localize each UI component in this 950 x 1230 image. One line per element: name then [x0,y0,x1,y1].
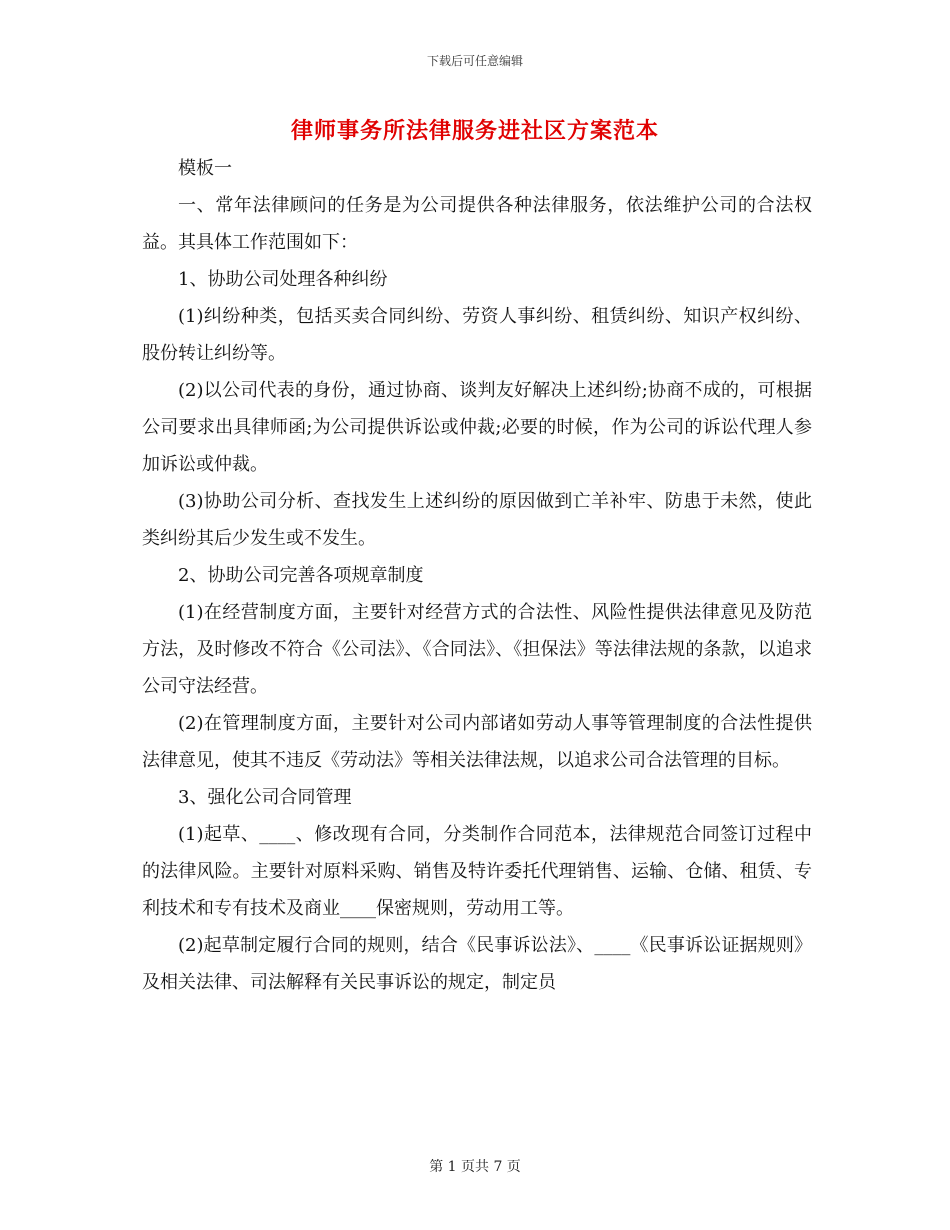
document-title: 律师事务所法律服务进社区方案范本 [290,118,659,144]
document-body [142,150,812,1001]
paragraph: (2)在管理制度方面，主要针对公司内部诸如劳动人事等管理制度的合法性提供法律意见，使其不违反《劳动法》等相关法律法规，以追求公司合法管理的目标。 [142,713,812,771]
paragraph: (3)协助公司分析、查找发生上述纠纷的原因做到亡羊补牢、防患于未然，使此类纠纷其后少发生或不发生。 [142,491,812,549]
page-header-note: 下载后可任意编辑 [426,54,523,68]
paragraph: (1)起草、____、修改现有合同，分类制作合同范本，法律规范合同签订过程中的法律风险。主要针对原料采购、销售及特许委托代理销售、运输、仓储、租赁、专利技术和专有技术及商业____保密规则，劳动用工等。 [142,824,812,919]
paragraph: (1)纠纷种类，包括买卖合同纠纷、劳资人事纠纷、租赁纠纷、知识产权纠纷、股份转让纠纷等。 [142,306,812,364]
paragraph: (2)以公司代表的身份，通过协商、谈判友好解决上述纠纷;协商不成的，可根据公司要求出具律师函;为公司提供诉讼或仲裁;必要的时候，作为公司的诉讼代理人参加诉讼或仲裁。 [142,380,812,475]
paragraph-heading: 1、协助公司处理各种纠纷 [178,269,388,290]
paragraph: (2)起草制定履行合同的规则，结合《民事诉讼法》、____《民事诉讼证据规则》及相关法律、司法解释有关民事诉讼的规定，制定员 [142,935,812,993]
paragraph-heading: 3、强化公司合同管理 [178,787,352,808]
page-number: 第 1 页共 7 页 [429,1159,521,1175]
paragraph: 一、常年法律顾问的任务是为公司提供各种法律服务，依法维护公司的合法权益。其具体工作范围如下： [142,195,812,253]
paragraph: (1)在经营制度方面，主要针对经营方式的合法性、风险性提供法律意见及防范方法，及时修改不符合《公司法》、《合同法》、《担保法》等法律法规的条款，以追求公司守法经营。 [142,602,812,697]
paragraph-heading: 2、协助公司完善各项规章制度 [178,565,424,586]
paragraph-template-label: 模板一 [178,158,232,179]
